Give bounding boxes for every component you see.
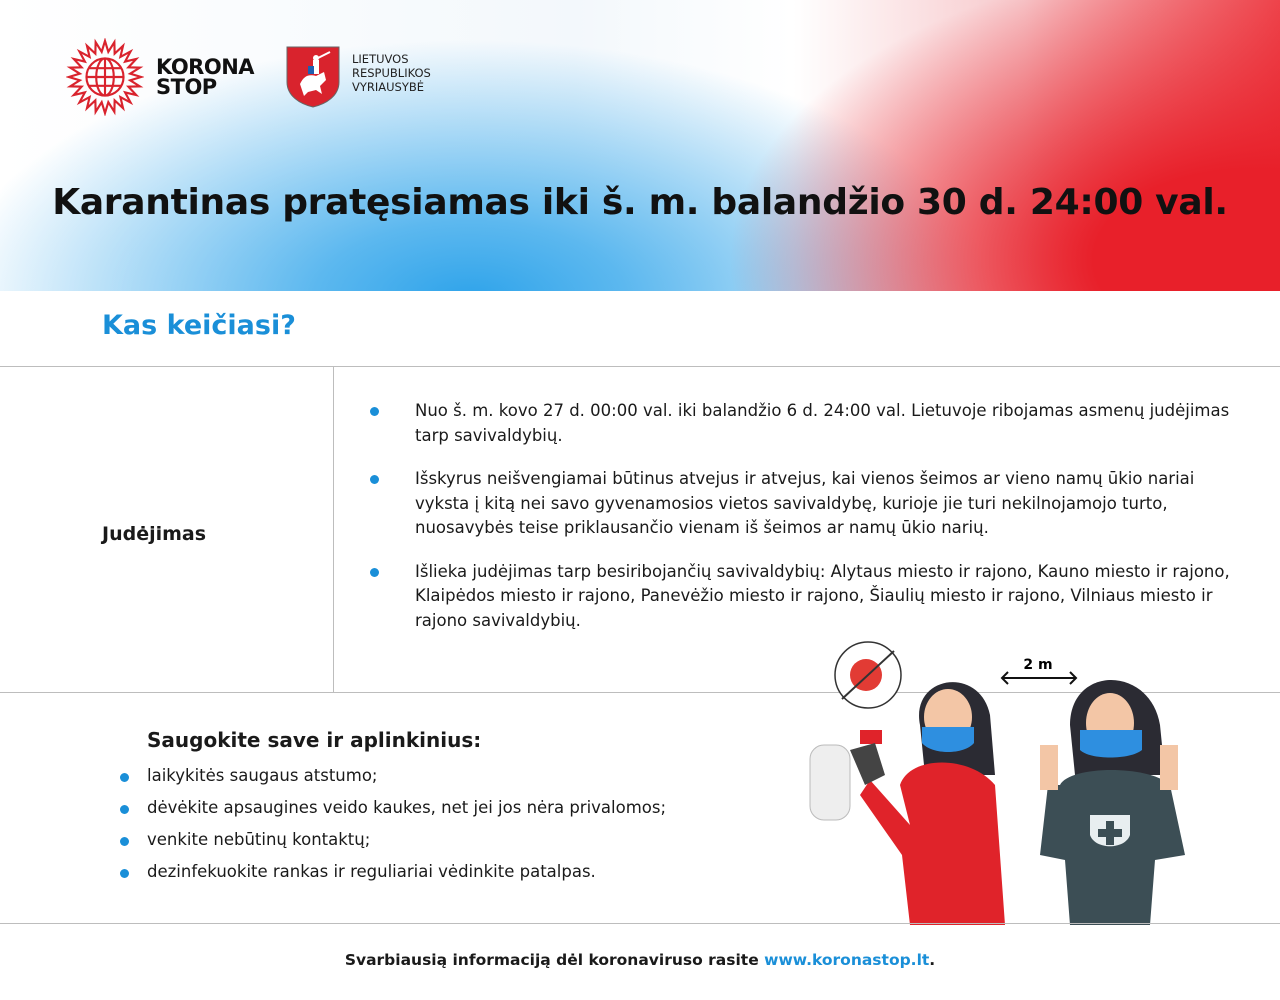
row-label: Judėjimas bbox=[102, 523, 207, 545]
rules-list bbox=[370, 399, 1240, 652]
bullet-icon bbox=[370, 568, 379, 577]
list-item-text: laikykitės saugaus atstumo; bbox=[147, 766, 378, 785]
list-item-text: Nuo š. m. kovo 27 d. 00:00 val. iki balandžio 6 d. 24:00 val. Lietuvoje ribojamas asmenų judėjimas tarp savivaldybių. bbox=[415, 401, 1230, 445]
table-column-divider bbox=[333, 367, 334, 693]
list-item bbox=[120, 766, 666, 798]
safety-list bbox=[120, 766, 666, 894]
list-item-text: dezinfekuokite rankas ir reguliariai vėdinkite patalpas. bbox=[147, 862, 596, 881]
section-heading: Kas keičiasi? bbox=[102, 310, 296, 341]
list-item bbox=[120, 798, 666, 830]
bullet-icon bbox=[120, 773, 129, 782]
masked-people-illustration bbox=[790, 635, 1210, 925]
bullet-icon bbox=[370, 475, 379, 484]
list-item-text: Išskyrus neišvengiamai būtinus atvejus ir atvejus, kai vienos šeimos ar vieno namų ūkio nariai vyksta į kitą nei savo gyvenamosios vietos savivaldybę, kurioje jie turi nekilnojamojo turto, nuosavybės teise priklausančio vienam iš šeimos ar namų ūkio narių. bbox=[415, 469, 1195, 537]
logo-text-line: KORONA bbox=[156, 55, 255, 79]
woman-adjusting-mask bbox=[1040, 680, 1185, 925]
safety-heading: Saugokite save ir aplinkinius: bbox=[147, 728, 482, 752]
koronastop-logo bbox=[66, 38, 254, 116]
list-item-text: Išlieka judėjimas tarp besiribojančių savivaldybių: Alytaus miesto ir rajono, Kauno miesto ir rajono, Klaipėdos miesto ir rajono, Panevėžio miesto ir rajono, Šiaulių miesto ir rajono, Vilniaus miesto ir rajono savivaldybių. bbox=[415, 561, 1230, 630]
coat-of-arms-icon bbox=[286, 46, 340, 108]
list-item-text: venkite nebūtinų kontaktų; bbox=[147, 830, 371, 849]
logo-text-line: STOP bbox=[156, 75, 217, 99]
list-item bbox=[120, 862, 666, 894]
gov-text-line: VYRIAUSYBĖ bbox=[352, 80, 425, 94]
page-title: Karantinas pratęsiamas iki š. m. balandžio 30 d. 24:00 val. bbox=[52, 182, 1228, 223]
list-item bbox=[370, 560, 1240, 634]
no-virus-icon bbox=[835, 642, 901, 708]
koronastop-link[interactable]: www.koronastop.lt bbox=[764, 951, 930, 969]
header-banner bbox=[0, 0, 1280, 291]
list-item bbox=[370, 467, 1240, 541]
government-logo bbox=[286, 46, 431, 108]
footer-note bbox=[0, 951, 1280, 969]
divider bbox=[0, 366, 1280, 367]
gov-text-line: RESPUBLIKOS bbox=[352, 66, 431, 80]
divider bbox=[0, 923, 1280, 924]
sun-globe-icon bbox=[66, 38, 144, 116]
woman-with-spray bbox=[810, 682, 1005, 925]
bullet-icon bbox=[120, 869, 129, 878]
bullet-icon bbox=[120, 805, 129, 814]
list-item bbox=[120, 830, 666, 862]
list-item-text: dėvėkite apsaugines veido kaukes, net jei jos nėra privalomos; bbox=[147, 798, 667, 817]
gov-text-line: LIETUVOS bbox=[352, 52, 409, 66]
bullet-icon bbox=[120, 837, 129, 846]
distance-arrow-icon bbox=[1002, 672, 1076, 684]
bullet-icon bbox=[370, 407, 379, 416]
footer-text: Svarbiausią informaciją dėl koronaviruso rasite bbox=[344, 951, 765, 969]
distance-label: 2 m bbox=[1023, 657, 1053, 673]
list-item bbox=[370, 399, 1240, 448]
footer-period: . bbox=[929, 951, 936, 969]
